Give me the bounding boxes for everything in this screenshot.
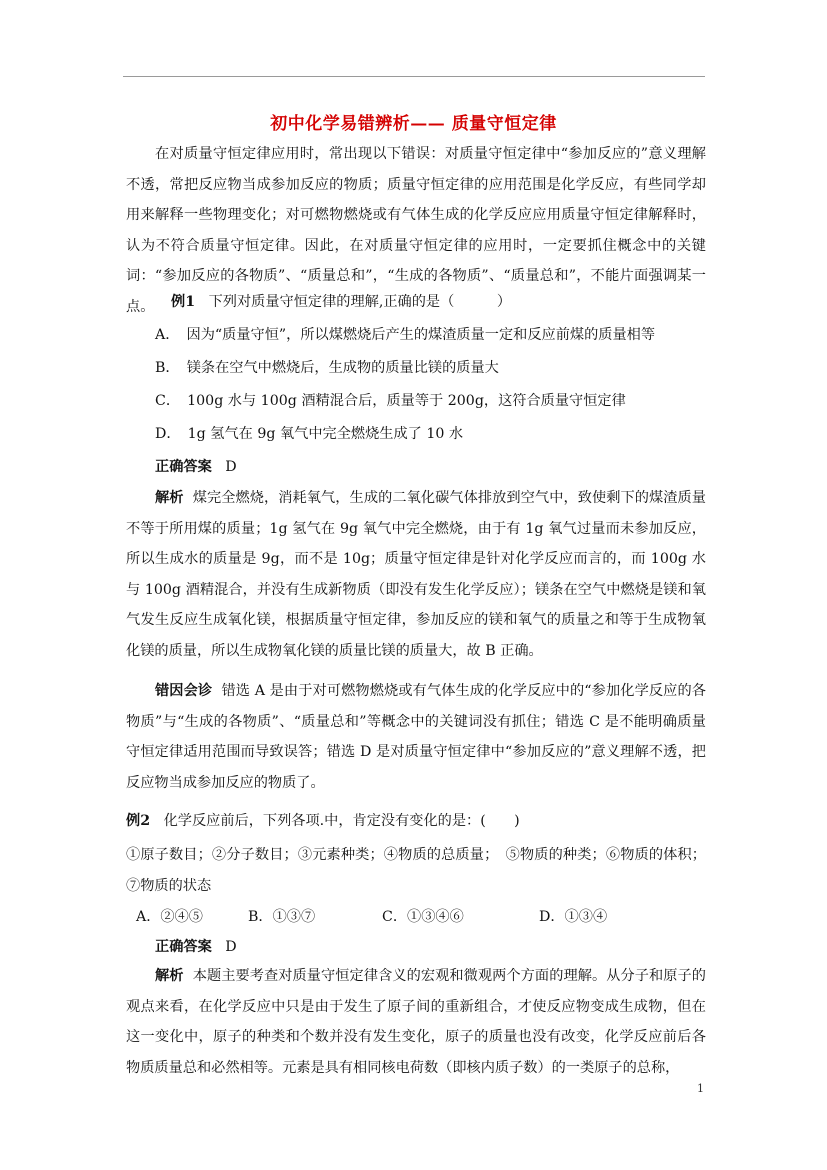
example2-analysis: [126, 961, 706, 1083]
answer-label: 正确答案: [155, 939, 212, 955]
example1-label: 例1: [171, 294, 196, 310]
example2-label: 例2: [126, 813, 151, 829]
example1-answer-line: [155, 456, 237, 476]
analysis-label: 解析: [155, 490, 184, 506]
example2-options: [0, 906, 827, 930]
example2-option-b: B．①③⑦: [248, 909, 316, 925]
answer-value: D: [225, 939, 237, 955]
intro-paragraph: 在对质量守恒定律应用时，常出现以下错误：对质量守恒定律中“参加反应的”意义理解不透，常把反应物当成参加反应的物质；质量守恒定律的应用范围是化学反应，有些同学却用来解释一些物理变化；对可燃物燃烧或有气体生成的化学反应应用质量守恒定律解释时，认为不符合质量守恒定律。因此，在对质量守恒定律的应用时，一定要抓住概念中的关键词：“参加反应的各物质”、“质量总和”，“生成的各物质”、“质量总和”，不能片面强调某一点。: [126, 146, 706, 315]
error-label: 错因会诊: [155, 683, 213, 699]
example2-answer-line: [155, 936, 237, 956]
analysis-text: 煤完全燃烧，消耗氧气，生成的二氧化碳气体排放到空气中，致使剩下的煤渣质量不等于所用煤的质量；1g 氢气在 9g 氧气中完全燃烧，由于有 1g 氧气过量而未参加反应，所以生成水的质量是 9g，而不是 10g；质量守恒定律是针对化学反应而言的，而 100g 水与 100g 酒精混合，并没有生成新物质（即没有发生化学反应）；镁条在空气中燃烧是镁和氧气发生反应生成氧化镁，根据质量守恒定律，参加反应的镁和氧气的质量之和等于生成物氧化镁的质量，所以生成物氧化镁的质量比镁的质量大，故 B 正确。: [126, 490, 706, 659]
example2-question: 化学反应前后，下列各项.中，肯定没有变化的是：( ): [163, 813, 520, 829]
example2-question-line: [126, 810, 520, 830]
example2-option-c: C．①③④⑥: [382, 909, 464, 925]
example2-option-d: D．①③④: [539, 909, 608, 925]
example2-option-a: A．②④⑤: [136, 909, 203, 925]
error-text: 错选 A 是由于对可燃物燃烧或有气体生成的化学反应中的“参加化学反应的各物质”与“生成的各物质”、“质量总和”等概念中的关键词没有抓住；错选 C 是不能明确质量守恒定律适用范围而导致误答；错选 D 是对质量守恒定律中“参加反应的”意义理解不透，把反应物当成参加反应的物质了。: [126, 683, 706, 791]
example1-analysis: [126, 483, 706, 666]
example1-question-line: [171, 291, 511, 311]
example1-option-b: B． 镁条在空气中燃烧后，生成物的质量比镁的质量大: [155, 360, 499, 376]
analysis-label: 解析: [155, 968, 184, 984]
answer-value: D: [225, 459, 237, 475]
example1-error-analysis: [126, 676, 706, 798]
example1-option-c: C． 100g 水与 100g 酒精混合后，质量等于 200g，这符合质量守恒定律: [155, 393, 626, 409]
document-title: 初中化学易错辨析—— 质量守恒定律: [270, 114, 557, 134]
example1-option-a: A． 因为“质量守恒”，所以煤燃烧后产生的煤渣质量一定和反应前煤的质量相等: [155, 327, 656, 343]
example1-option-d: D． 1g 氢气在 9g 氧气中完全燃烧生成了 10 水: [155, 426, 464, 442]
analysis-text: 本题主要考查对质量守恒定律含义的宏观和微观两个方面的理解。从分子和原子的观点来看，在化学反应中只是由于发生了原子间的重新组合，才使反应物变成生成物，但在这一变化中，原子的种类和个数并没有发生变化，原子的质量也没有改变，化学反应前后各物质质量总和必然相等。元素是具有相同核电荷数（即核内质子数）的一类原子的总称，: [126, 968, 706, 1076]
example2-items: ①原子数目；②分子数目；③元素种类；④物质的总质量； ⑤物质的种类；⑥物质的体积；⑦物质的状态: [126, 847, 706, 894]
page-number: 1: [697, 1082, 704, 1095]
header-rule: [123, 76, 705, 77]
answer-label: 正确答案: [155, 459, 212, 475]
example1-question: 下列对质量守恒定律的理解,正确的是（ ）: [208, 294, 512, 310]
